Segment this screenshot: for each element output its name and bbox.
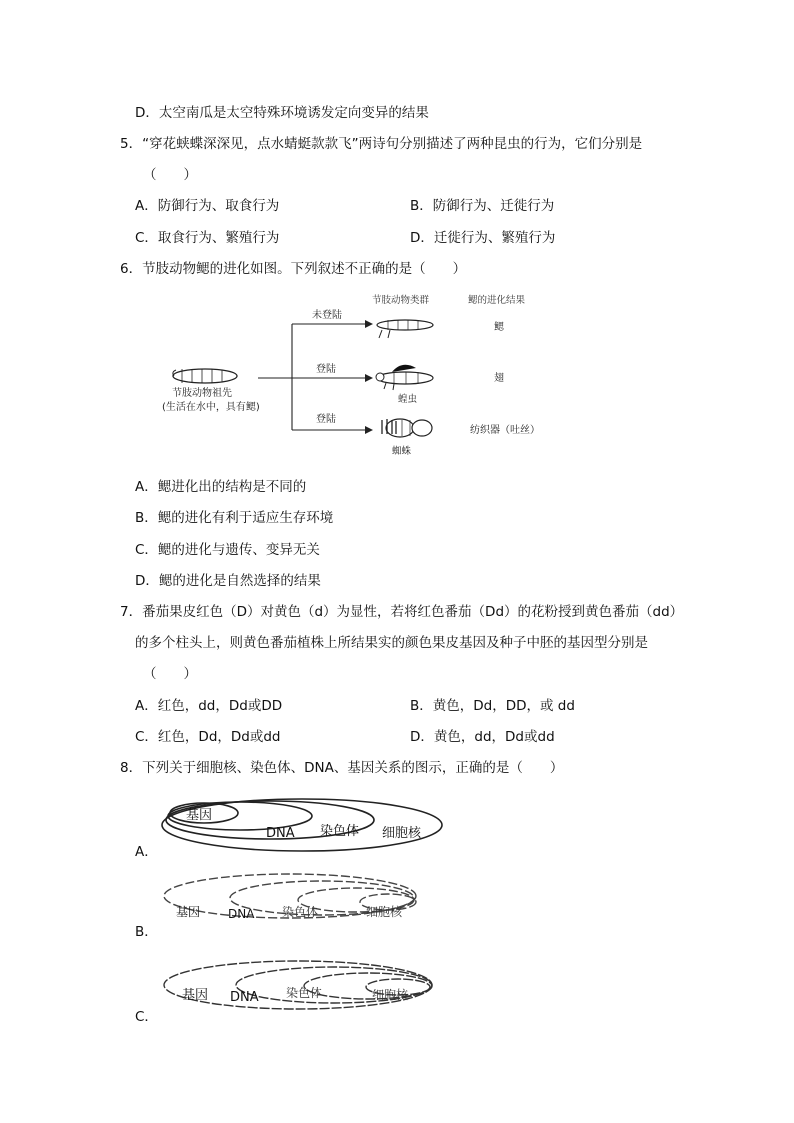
option-b-diagram bbox=[160, 870, 440, 930]
gill-evolution-figure bbox=[160, 288, 580, 463]
ancestor-larva-icon bbox=[173, 369, 237, 383]
q7-paren: （ ） bbox=[143, 666, 197, 682]
q7-option-a: A．红色，dd，Dd或DD bbox=[135, 698, 283, 714]
q6-option-b: B．鳃的进化有利于适应生存环境 bbox=[135, 510, 334, 526]
q6-option-a: A．鳃进化出的结构是不同的 bbox=[135, 479, 307, 495]
q8-stem: 8．下列关于细胞核、染色体、DNA、基因关系的图示，正确的是（ ） bbox=[120, 760, 564, 776]
c-chromosome-label: 染色体 bbox=[286, 986, 323, 1000]
branch-label-2: 登陆 bbox=[316, 364, 336, 375]
ancestor-label: 节肢动物祖先 bbox=[172, 388, 232, 399]
b-dna-label: DNA bbox=[228, 907, 255, 921]
q5-option-b: B．防御行为、迁徙行为 bbox=[410, 198, 555, 214]
q7-stem-line2: 的多个柱头上，则黄色番茄植株上所结果实的颜色果皮基因及种子中胚的基因型分别是 bbox=[135, 635, 648, 651]
a-dna-label: DNA bbox=[266, 826, 295, 841]
b-chromosome-label: 染色体 bbox=[282, 905, 319, 919]
b-gene-label: 基因 bbox=[176, 905, 201, 919]
q5-stem: 5．“穿花蛱蝶深深见，点水蜻蜓款款飞”两诗句分别描述了两种昆虫的行为，它们分别是 bbox=[120, 136, 643, 152]
a-chromosome-label: 染色体 bbox=[320, 824, 360, 839]
q8-option-a-label: A． bbox=[135, 844, 158, 860]
a-nucleus-label: 细胞核 bbox=[382, 826, 422, 841]
option-a-diagram bbox=[160, 795, 450, 855]
q7-option-c: C．红色，Dd，Dd或dd bbox=[135, 729, 281, 745]
a-gene-label: 基因 bbox=[186, 808, 213, 823]
animal-label-locust: 蝗虫 bbox=[398, 394, 418, 405]
q5-option-d: D．迁徙行为、繁殖行为 bbox=[410, 230, 556, 246]
result-3: 纺织器（吐丝） bbox=[470, 425, 540, 436]
q8-option-c-label: C． bbox=[135, 1009, 158, 1025]
q7-stem-line1: 7．番茄果皮红色（D）对黄色（d）为显性，若将红色番茄（Dd）的花粉授到黄色番茄（dd） bbox=[120, 604, 684, 620]
q4-option-d: D．太空南瓜是太空特殊环境诱发定向变异的结果 bbox=[135, 105, 429, 121]
branch-label-3: 登陆 bbox=[316, 414, 336, 425]
result-2: 翅 bbox=[494, 373, 504, 384]
q6-stem: 6．节肢动物鳃的进化如图。下列叙述不正确的是（ ） bbox=[120, 261, 467, 277]
c-gene-label: 基因 bbox=[182, 988, 209, 1003]
q7-option-d: D．黄色，dd，Dd或dd bbox=[410, 729, 555, 745]
aquatic-arthropod-icon bbox=[377, 320, 433, 338]
result-1: 鳃 bbox=[494, 322, 504, 333]
q8-option-b-label: B． bbox=[135, 924, 158, 940]
locust-icon bbox=[376, 365, 433, 390]
header-group: 节肢动物类群 bbox=[372, 295, 430, 306]
b-nucleus-label: 细胞核 bbox=[366, 905, 403, 919]
option-c-diagram bbox=[160, 955, 445, 1015]
q5-option-a: A．防御行为、取食行为 bbox=[135, 198, 280, 214]
c-nucleus-label: 细胞核 bbox=[372, 988, 409, 1002]
animal-label-spider: 蜘蛛 bbox=[392, 446, 412, 457]
c-dna-label: DNA bbox=[230, 990, 259, 1005]
branch-label-1: 未登陆 bbox=[312, 310, 342, 321]
spider-icon bbox=[382, 419, 432, 437]
header-result: 鳃的进化结果 bbox=[468, 295, 526, 306]
q6-option-c: C．鳃的进化与遗传、变异无关 bbox=[135, 542, 320, 558]
q6-option-d: D．鳃的进化是自然选择的结果 bbox=[135, 573, 321, 589]
q7-option-b: B．黄色，Dd，DD，或 dd bbox=[410, 698, 575, 714]
q5-option-c: C．取食行为、繁殖行为 bbox=[135, 230, 280, 246]
q5-paren: （ ） bbox=[143, 167, 197, 183]
ancestor-habitat-label: (生活在水中，具有鳃) bbox=[162, 402, 260, 413]
